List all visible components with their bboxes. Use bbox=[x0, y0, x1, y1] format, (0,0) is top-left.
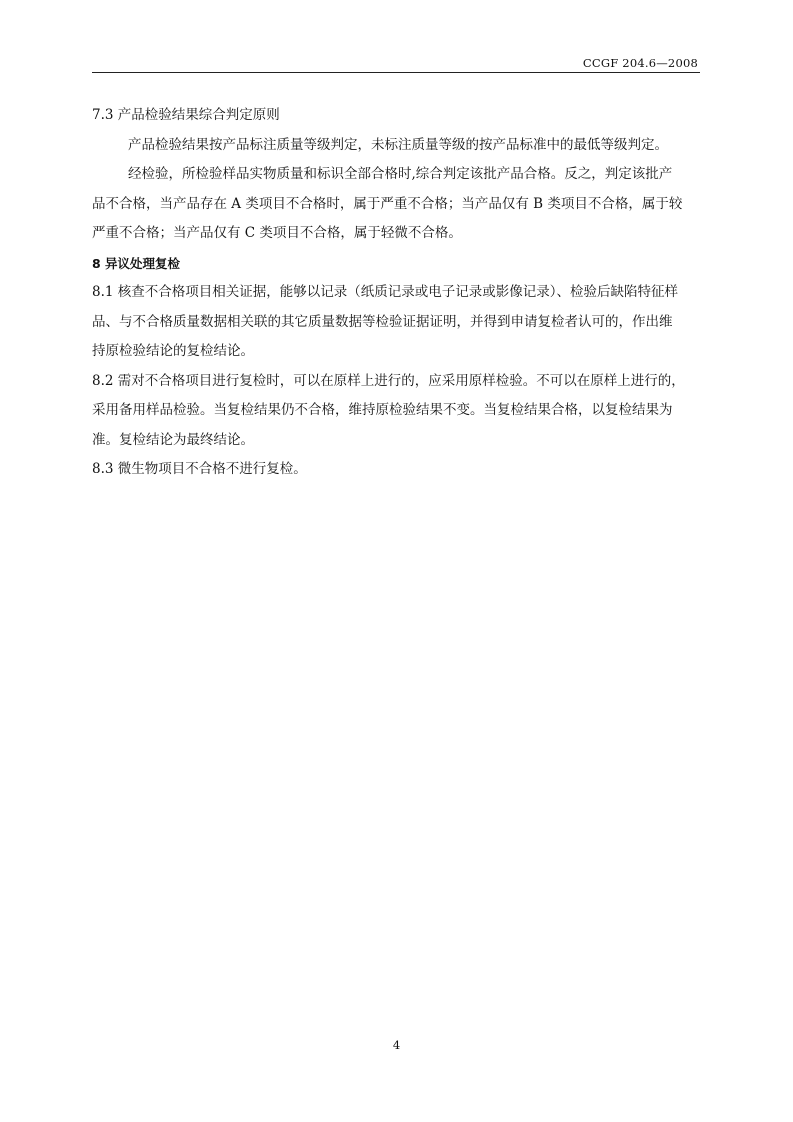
clause-8-1-line: 品、与不合格质量数据相关联的其它质量数据等检验证据证明，并得到申请复检者认可的，作出维 bbox=[92, 313, 673, 330]
paragraph-line: 经检验，所检验样品实物质量和标识全部合格时,综合判定该批产品合格。反之，判定该批产 bbox=[128, 166, 673, 182]
clause-8-3-line: 8.3 微生物项目不合格不进行复检。 bbox=[92, 461, 307, 477]
paragraph-line: 品不合格，当产品存在 A 类项目不合格时，属于严重不合格；当产品仅有 B 类项目不合格，属于较 bbox=[92, 195, 683, 212]
paragraph-line: 严重不合格；当产品仅有 C 类项目不合格，属于轻微不合格。 bbox=[92, 225, 462, 241]
clause-8-2-line: 8.2 需对不合格项目进行复检时，可以在原样上进行的，应采用原样检验。不可以在原样上进行的， bbox=[92, 372, 685, 389]
clause-8-2-line: 准。复检结论为最终结论。 bbox=[92, 431, 254, 448]
clause-8-2-line: 采用备用样品检验。当复检结果仍不合格，维持原检验结果不变。当复检结果合格，以复检结果为 bbox=[92, 402, 673, 418]
clause-8-1-line: 持原检验结论的复检结论。 bbox=[92, 343, 254, 359]
standard-code: CCGF 204.6—2008 bbox=[582, 56, 698, 70]
section-8-heading: 8 异议处理复检 bbox=[92, 255, 181, 271]
clause-8-1-line: 8.1 核查不合格项目相关证据，能够以记录（纸质记录或电子记录或影像记录）、检验后缺陷特征样 bbox=[92, 284, 679, 300]
section-7-3-heading: 7.3 产品检验结果综合判定原则 bbox=[92, 107, 280, 123]
document-body bbox=[92, 101, 700, 485]
paragraph-line: 产品检验结果按产品标注质量等级判定，未标注质量等级的按产品标准中的最低等级判定。 bbox=[128, 136, 668, 153]
header-divider bbox=[92, 72, 700, 73]
page-number: 4 bbox=[392, 1038, 401, 1052]
page-header bbox=[92, 56, 700, 76]
